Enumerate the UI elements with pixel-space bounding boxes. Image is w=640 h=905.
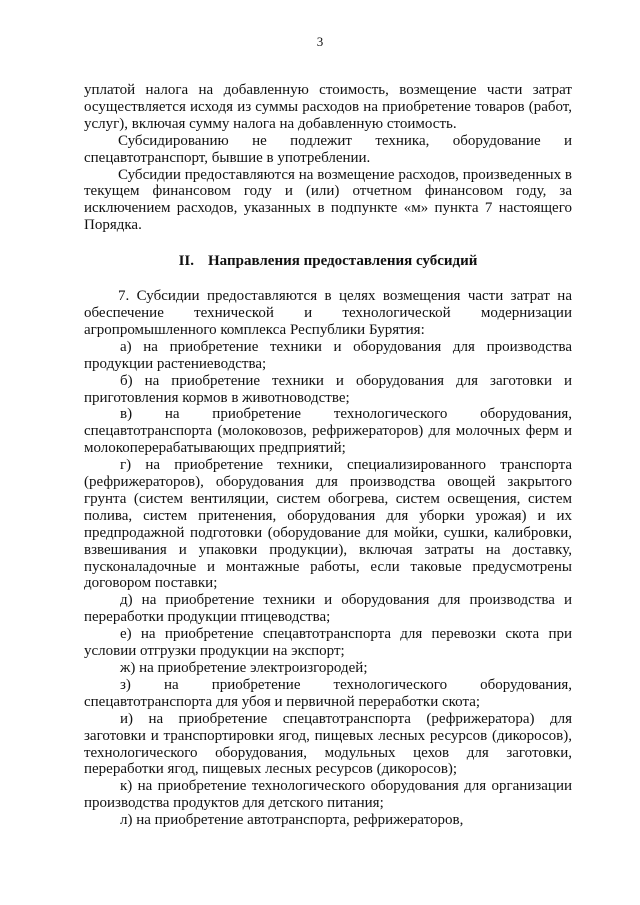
clause-item-i: и) на приобретение спецавтотранспорта (рефрижератора) для заготовки и транспортировки ягод, пищевых лесных ресурсов (дикоросов), технологического оборудования, модульных цехов для заготовки, переработки ягод, пищевых лесных ресурсов (дикоросов); [84, 710, 572, 778]
clause-item-zh: ж) на приобретение электроизгородей; [120, 660, 368, 676]
paragraph-used-equipment: Субсидированию не подлежит техника, оборудование и спецавтотранспорт, бывшие в употреблении. [84, 132, 572, 166]
section-heading [84, 253, 572, 270]
clause-item-z: з) на приобретение технологического оборудования, спецавтотранспорта для убоя и первичной переработки скота; [84, 676, 572, 710]
paragraph-subsidy-period: Субсидии предоставляются на возмещение расходов, произведенных в текущем финансовом году и (или) отчетном финансовом году, за исключением расходов, указанных в подпункте «м» пункта 7 настоящего Порядка. [84, 166, 572, 234]
clause-item-v: в) на приобретение технологического оборудования, спецавтотранспорта (молоковозов, рефрижераторов) для молочных ферм и молокоперерабатывающих предприятий; [84, 406, 572, 457]
page-number: 3 [316, 34, 324, 49]
paragraph-continuation: уплатой налога на добавленную стоимость, возмещение части затрат осуществляется исходя из суммы расходов на приобретение товаров (работ, услуг), включая сумму налога на добавленную стоимость. [84, 82, 572, 132]
clause-item-g: г) на приобретение техники, специализированного транспорта (рефрижераторов), оборудования для производства овощей закрытого грунта (систем вентиляции, систем обогрева, систем освещения, систем полива, систем притенения, оборудования для уборки урожая) и их предпродажной подготовки (оборудование для мойки, сушки, калибровки, взвешивания и упаковки продукции), включая затраты на доставку, пусконаладочные и монтажные работы, если таковые предусмотрены договором поставки; [84, 457, 572, 592]
clause-item-d: д) на приобретение техники и оборудования для производства и переработки продукции птицеводства; [84, 592, 572, 626]
clause-item-a: а) на приобретение техники и оборудования для производства продукции растениеводства; [84, 338, 572, 372]
clause-item-e: е) на приобретение спецавтотранспорта для перевозки скота при условии отгрузки продукции на экспорт; [84, 626, 572, 660]
clause-item-b: б) на приобретение техники и оборудования для заготовки и приготовления кормов в животноводстве; [84, 372, 572, 406]
clause-item-l: л) на приобретение автотранспорта, рефрижераторов, [120, 812, 464, 829]
section-title: Направления предоставления субсидий [208, 253, 478, 270]
clause-item-k: к) на приобретение технологического оборудования для организации производства продуктов для детского питания; [84, 778, 572, 812]
document-body [84, 82, 572, 829]
section-numeral: II. [178, 253, 195, 270]
clause-7-lead: 7. Субсидии предоставляются в целях возмещения части затрат на обеспечение технической и технологической модернизации агропромышленного комплекса Республики Бурятия: [84, 288, 572, 338]
